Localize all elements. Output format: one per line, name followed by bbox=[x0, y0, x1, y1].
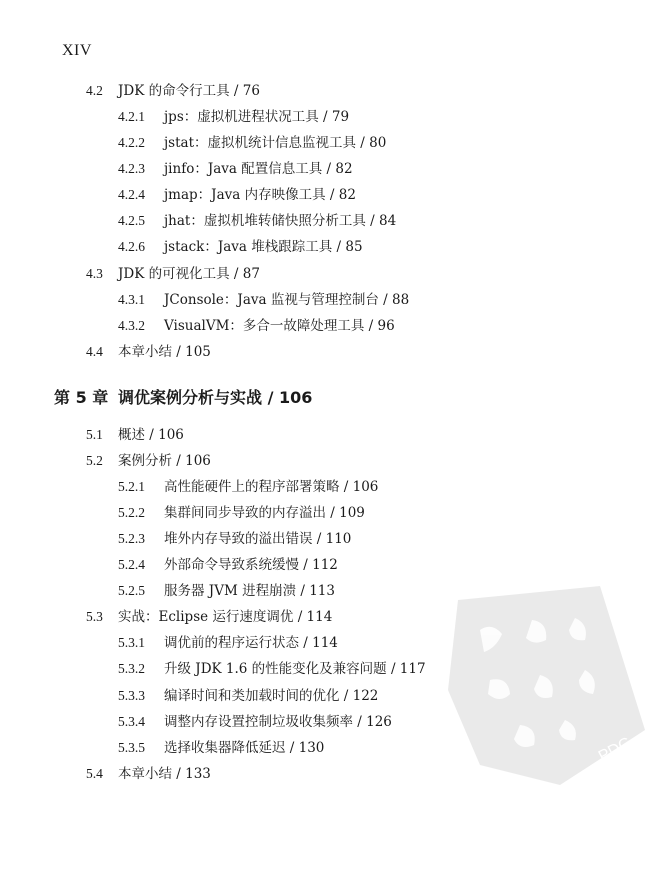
toc-entry-4-2-5 bbox=[118, 212, 396, 230]
chapter-heading bbox=[54, 385, 312, 408]
toc-entry-number: 5.2 bbox=[86, 453, 103, 468]
toc-entry-5-2-2 bbox=[118, 504, 365, 522]
toc-entry-title: 概述 / 106 bbox=[118, 427, 184, 443]
toc-entry-title: 调优前的程序运行状态 / 114 bbox=[164, 635, 338, 651]
toc-entry-number: 4.2.6 bbox=[118, 239, 145, 254]
toc-entry-5-1 bbox=[86, 426, 184, 444]
toc-entry-title: 实战：Eclipse 运行速度调优 / 114 bbox=[118, 609, 333, 625]
toc-entry-5-3-2 bbox=[118, 660, 426, 678]
toc-entry-number: 5.1 bbox=[86, 427, 103, 442]
toc-entry-4-4 bbox=[86, 343, 211, 361]
toc-entry-4-2-4 bbox=[118, 186, 356, 204]
toc-entry-title: 升级 JDK 1.6 的性能变化及兼容问题 / 117 bbox=[164, 661, 426, 677]
toc-entry-title: jinfo：Java 配置信息工具 / 82 bbox=[164, 161, 353, 177]
watermark-text: PDG bbox=[595, 734, 635, 766]
toc-entry-number: 5.2.4 bbox=[118, 557, 145, 572]
toc-entry-number: 5.2.3 bbox=[118, 531, 145, 546]
toc-entry-number: 5.3.3 bbox=[118, 688, 145, 703]
toc-entry-title: jps：虚拟机进程状况工具 / 79 bbox=[164, 109, 350, 125]
chapter-title: 调优案例分析与实战 / 106 bbox=[118, 388, 313, 407]
toc-entry-number: 5.2.1 bbox=[118, 479, 145, 494]
toc-entry-title: JDK 的可视化工具 / 87 bbox=[118, 266, 260, 282]
toc-entry-4-2 bbox=[86, 82, 260, 100]
toc-entry-5-3-1 bbox=[118, 634, 338, 652]
toc-entry-title: jhat：虚拟机堆转储快照分析工具 / 84 bbox=[164, 213, 397, 229]
page-number: XIV bbox=[62, 42, 92, 59]
toc-entry-number: 5.3.5 bbox=[118, 740, 145, 755]
toc-entry-4-2-6 bbox=[118, 238, 363, 256]
toc-entry-number: 4.3.2 bbox=[118, 318, 145, 333]
toc-entry-5-2 bbox=[86, 452, 211, 470]
toc-entry-title: 服务器 JVM 进程崩溃 / 113 bbox=[164, 583, 335, 599]
toc-entry-title: 外部命令导致系统缓慢 / 112 bbox=[164, 557, 338, 573]
toc-entry-title: 编译时间和类加载时间的优化 / 122 bbox=[164, 688, 379, 704]
toc-entry-5-2-5 bbox=[118, 582, 335, 600]
toc-entry-4-3-1 bbox=[118, 291, 409, 309]
chapter-label: 第 5 章 bbox=[54, 388, 109, 407]
toc-entry-title: 集群间同步导致的内存溢出 / 109 bbox=[164, 505, 365, 521]
toc-entry-number: 5.2.5 bbox=[118, 583, 145, 598]
toc-entry-title: JDK 的命令行工具 / 76 bbox=[118, 83, 260, 99]
watermark-seal bbox=[440, 580, 650, 790]
toc-entry-number: 4.2.3 bbox=[118, 161, 145, 176]
toc-entry-number: 5.3 bbox=[86, 609, 103, 624]
toc-entry-title: jmap：Java 内存映像工具 / 82 bbox=[164, 187, 356, 203]
toc-entry-5-2-4 bbox=[118, 556, 338, 574]
toc-entry-5-3-3 bbox=[118, 687, 378, 705]
toc-entry-title: VisualVM：多合一故障处理工具 / 96 bbox=[164, 318, 395, 334]
toc-entry-number: 4.2 bbox=[86, 83, 103, 98]
toc-entry-number: 4.2.2 bbox=[118, 135, 145, 150]
toc-entry-number: 5.4 bbox=[86, 766, 103, 781]
toc-entry-title: JConsole：Java 监视与管理控制台 / 88 bbox=[164, 292, 410, 308]
toc-entry-5-2-3 bbox=[118, 530, 351, 548]
toc-entry-5-3-4 bbox=[118, 713, 392, 731]
toc-entry-number: 4.2.1 bbox=[118, 109, 145, 124]
toc-entry-title: jstack：Java 堆栈跟踪工具 / 85 bbox=[164, 239, 363, 255]
toc-entry-title: 本章小结 / 133 bbox=[118, 766, 211, 782]
toc-entry-number: 4.3 bbox=[86, 266, 103, 281]
toc-entry-number: 5.3.1 bbox=[118, 635, 145, 650]
toc-entry-number: 5.3.4 bbox=[118, 714, 145, 729]
toc-entry-title: 案例分析 / 106 bbox=[118, 453, 211, 469]
toc-entry-title: jstat：虚拟机统计信息监视工具 / 80 bbox=[164, 135, 387, 151]
toc-entry-number: 4.4 bbox=[86, 344, 103, 359]
toc-entry-title: 调整内存设置控制垃圾收集频率 / 126 bbox=[164, 714, 392, 730]
toc-entry-title: 选择收集器降低延迟 / 130 bbox=[164, 740, 325, 756]
toc-entry-title: 高性能硬件上的程序部署策略 / 106 bbox=[164, 479, 379, 495]
toc-entry-4-3-2 bbox=[118, 317, 395, 335]
toc-entry-title: 本章小结 / 105 bbox=[118, 344, 211, 360]
toc-entry-4-2-1 bbox=[118, 108, 349, 126]
toc-entry-number: 5.3.2 bbox=[118, 661, 145, 676]
toc-entry-4-3 bbox=[86, 265, 260, 283]
toc-entry-title: 堆外内存导致的溢出错误 / 110 bbox=[164, 531, 352, 547]
toc-entry-5-4 bbox=[86, 765, 211, 783]
toc-entry-number: 4.3.1 bbox=[118, 292, 145, 307]
toc-entry-number: 4.2.5 bbox=[118, 213, 145, 228]
toc-entry-4-2-3 bbox=[118, 160, 353, 178]
toc-entry-5-2-1 bbox=[118, 478, 378, 496]
toc-entry-5-3-5 bbox=[118, 739, 324, 757]
toc-entry-number: 4.2.4 bbox=[118, 187, 145, 202]
toc-entry-4-2-2 bbox=[118, 134, 386, 152]
toc-entry-5-3 bbox=[86, 608, 332, 626]
toc-entry-number: 5.2.2 bbox=[118, 505, 145, 520]
